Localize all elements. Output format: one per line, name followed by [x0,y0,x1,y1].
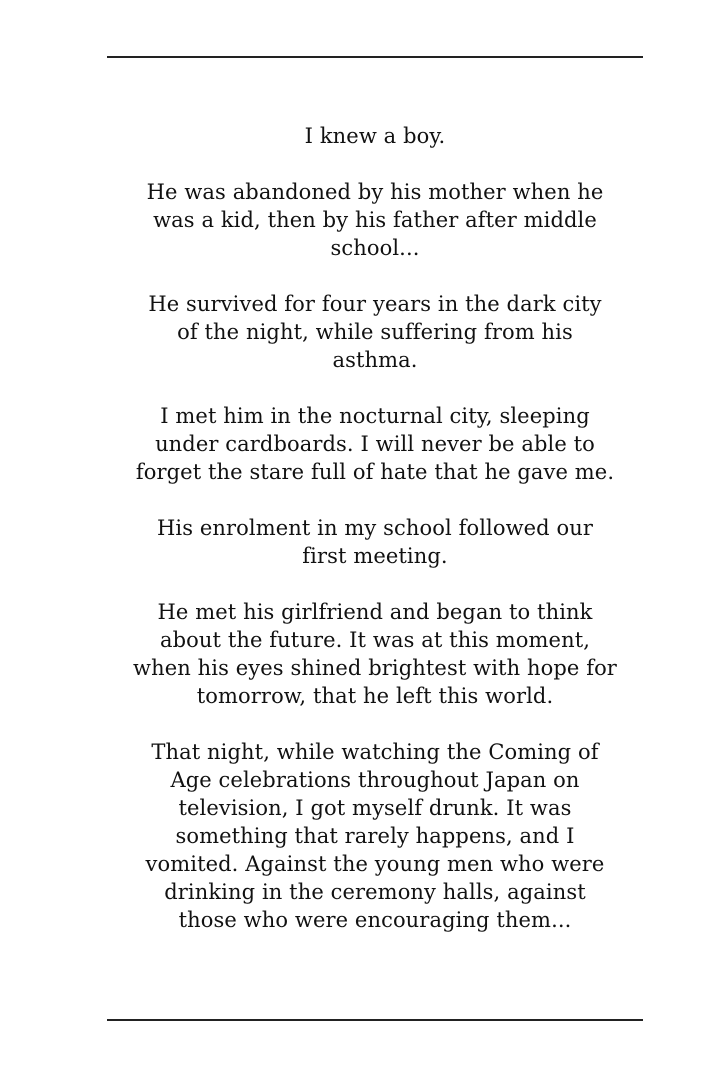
text-line: He met his girlfriend and began to think [157,600,593,624]
text-line: television, I got myself drunk. It was [178,796,572,820]
text-line: vomited. Against the young men who were [145,852,605,876]
text-line: those who were encouraging them... [178,908,572,932]
paragraph-5 [107,514,643,570]
text-line: asthma. [332,348,418,372]
text-line: drinking in the ceremony halls, against [164,880,586,904]
paragraph-3 [107,290,643,374]
page-text [107,122,643,962]
text-line: school... [330,236,420,260]
paragraph-2 [107,178,643,262]
text-line: tomorrow, that he left this world. [196,684,554,708]
paragraph-4 [107,402,643,486]
text-line: when his eyes shined brightest with hope for [133,656,617,680]
text-line: something that rarely happens, and I [175,824,575,848]
paragraph-1 [107,122,643,150]
text-line: forget the stare full of hate that he gave me. [135,460,615,484]
text-line: I met him in the nocturnal city, sleeping [160,404,590,428]
text-line: He survived for four years in the dark city [148,292,602,316]
text-line: about the future. It was at this moment, [159,628,591,652]
text-line: He was abandoned by his mother when he [146,180,604,204]
text-line: Age celebrations throughout Japan on [170,768,580,792]
text-line: under cardboards. I will never be able to [155,432,595,456]
text-line: was a kid, then by his father after middle [153,208,597,232]
text-line: That night, while watching the Coming of [151,740,599,764]
paragraph-7 [107,738,643,934]
paragraph-6 [107,598,643,710]
text-line: first meeting. [302,544,448,568]
top-rule [107,56,643,58]
text-line: His enrolment in my school followed our [156,516,594,540]
text-line: of the night, while suffering from his [177,320,573,344]
bottom-rule [107,1019,643,1021]
text-line: I knew a boy. [304,124,446,148]
